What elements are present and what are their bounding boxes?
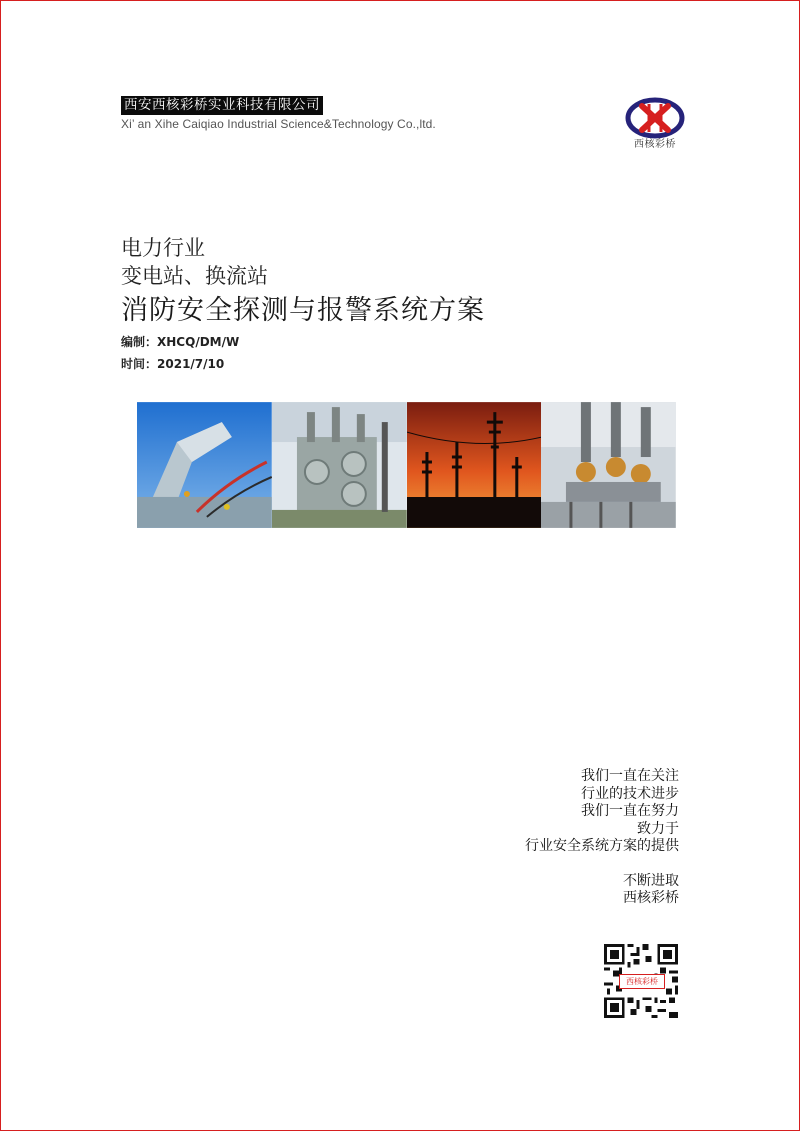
photo-strip: [137, 402, 676, 528]
substation-sunset-photo-icon: [407, 402, 542, 528]
date-value: 2021/7/10: [157, 357, 225, 371]
editor-value: XHCQ/DM/W: [157, 335, 240, 349]
slogan-line: 我们一直在关注: [581, 768, 679, 784]
slogan-line: 不断进取: [623, 872, 679, 889]
date-label: 时间：: [121, 357, 158, 371]
slogan-block: [525, 768, 679, 908]
subtitle-stations: 变电站、换流站: [121, 264, 268, 288]
logo-caption: 西核彩桥: [634, 139, 676, 150]
subtitle-industry: 电力行业: [121, 236, 205, 260]
slogan-spacer: [525, 856, 679, 873]
bushing-photo-icon: [541, 402, 676, 528]
editor-line: [121, 333, 239, 350]
editor-label: 编制：: [121, 335, 158, 349]
transformer-photo-icon: [272, 402, 407, 528]
slogan-line: 西核彩桥: [623, 890, 679, 906]
qr-badge: 西核彩桥: [619, 974, 665, 989]
slogan-line: 致力于: [637, 820, 679, 837]
document-title: 消防安全探测与报警系统方案: [121, 295, 485, 326]
date-line: [121, 355, 224, 372]
slogan-line: 我们一直在努力: [581, 803, 679, 819]
company-name-cn: 西安西核彩桥实业科技有限公司: [121, 96, 323, 115]
company-name-en: Xi’ an Xihe Caiqiao Industrial Science&Technology Co.,ltd.: [121, 117, 436, 131]
insulator-photo-icon: [137, 402, 272, 528]
slogan-line: 行业的技术进步: [581, 785, 679, 802]
slogan-line: 行业安全系统方案的提供: [525, 838, 679, 854]
